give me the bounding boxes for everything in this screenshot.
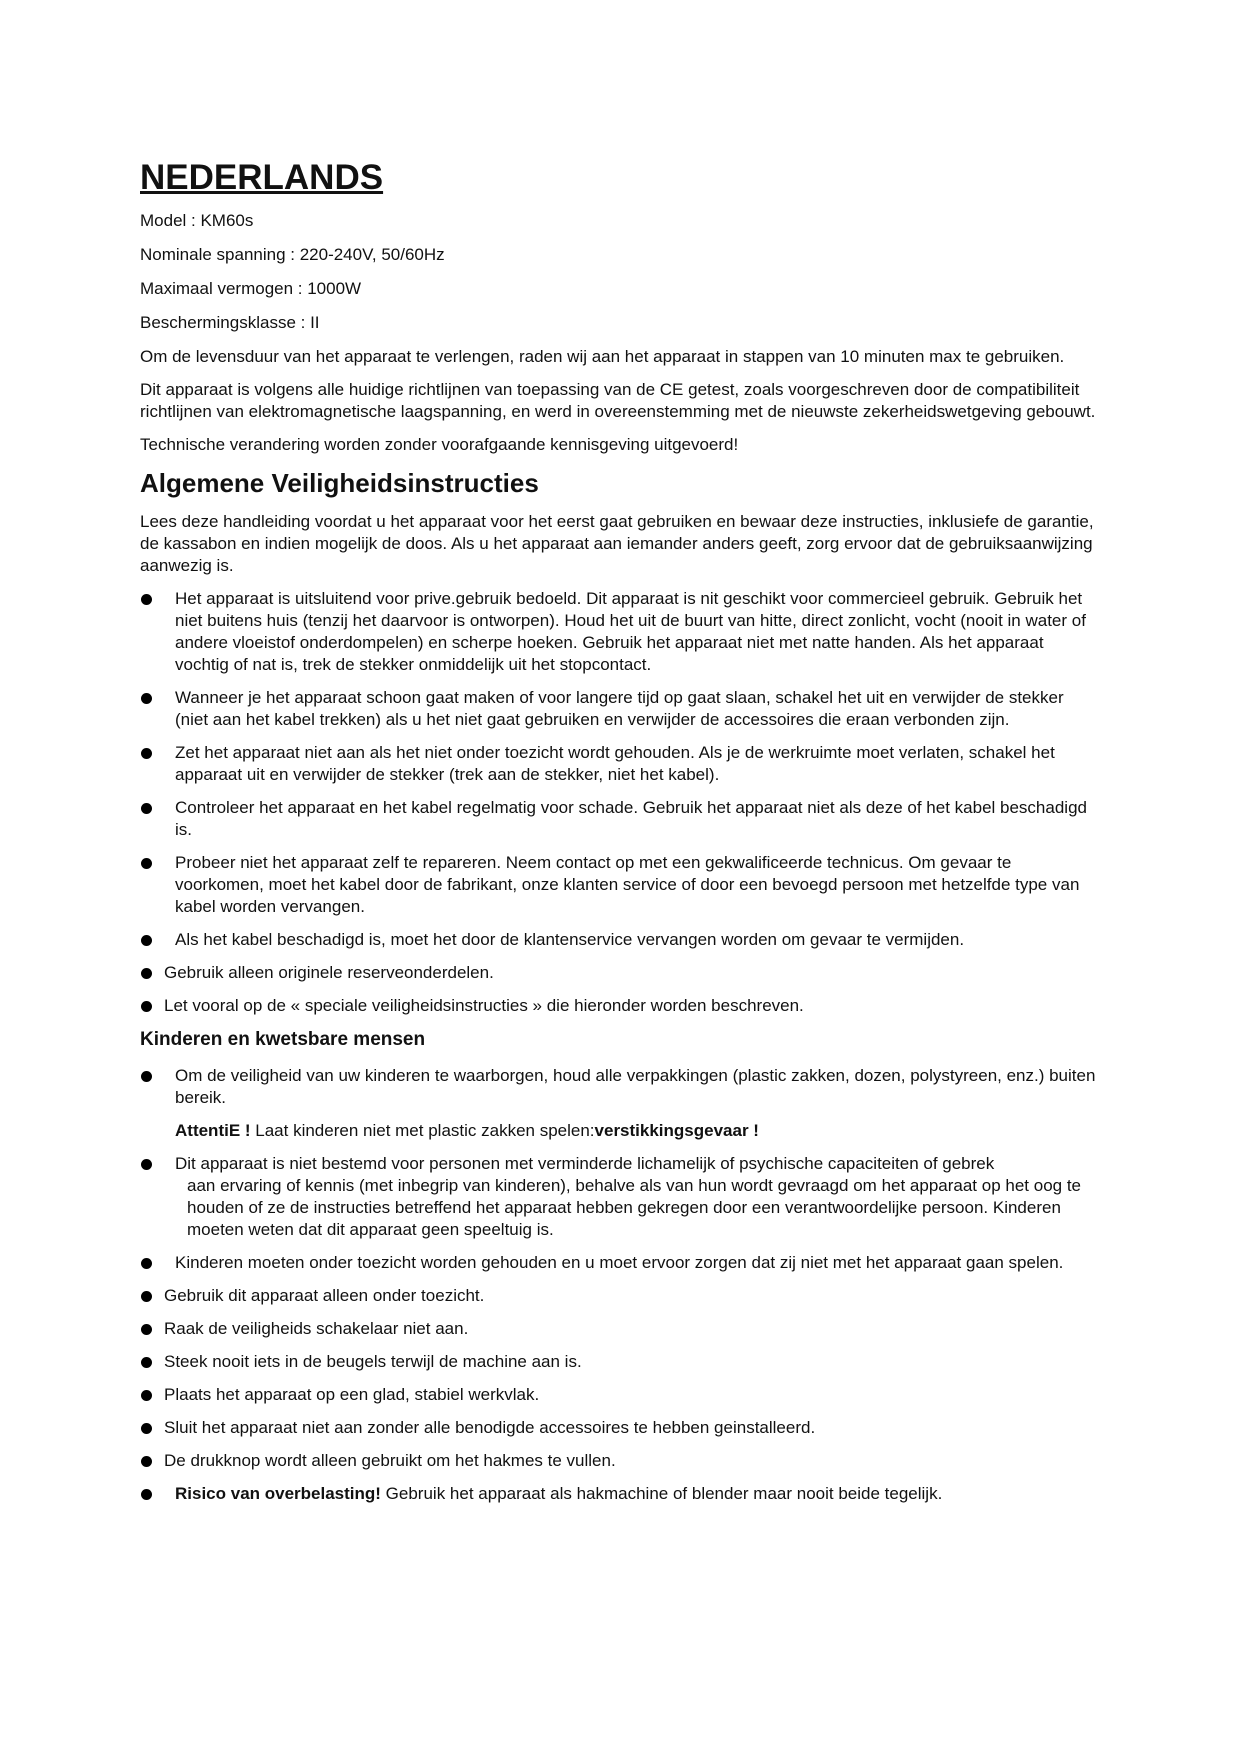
intro-paragraph: Om de levensduur van het apparaat te verlengen, raden wij aan het apparaat in stappen van 10 minuten max te gebruiken. bbox=[140, 347, 1065, 366]
safety-list bbox=[140, 588, 1100, 1017]
bullet-icon bbox=[141, 858, 152, 869]
list-item: Probeer niet het apparaat zelf te repareren. Neem contact op met een gekwalificeerde technicus. Om gevaar te voorkomen, moet het kabel door de fabrikant, onze klanten service of door een bevoegd persoon met hetzelfde type van kabel worden vervangen. bbox=[140, 852, 1100, 918]
document-page bbox=[140, 158, 1100, 1516]
bullet-icon bbox=[141, 968, 152, 979]
list-item: Dit apparaat is niet bestemd voor personen met verminderde lichamelijk of psychische capaciteiten of gebrek aan ervaring of kennis (met inbegrip van kinderen), behalve als van hun wordt gevraagd om het apparaat op het oog te houden of ze de instructies betreffend het apparaat hebben gekregen door een verantwoordelijke persoon. Kinderen moeten weten dat dit apparaat geen speeltuig is. bbox=[140, 1153, 1100, 1241]
list-item: Zet het apparaat niet aan als het niet onder toezicht wordt gehouden. Als je de werkruimte moet verlaten, schakel het apparaat uit en verwijder de stekker (trek aan de stekker, niet het kabel). bbox=[140, 742, 1100, 786]
bullet-icon bbox=[141, 1071, 152, 1082]
bullet-icon bbox=[141, 1159, 152, 1170]
bullet-icon bbox=[141, 1390, 152, 1401]
page-title: NEDERLANDS bbox=[140, 158, 384, 197]
bullet-icon bbox=[141, 693, 152, 704]
bullet-icon bbox=[141, 1291, 152, 1302]
overload-warning: Risico van overbelasting! bbox=[175, 1484, 381, 1503]
list-item: Gebruik alleen originele reserveonderdelen. bbox=[140, 962, 1100, 984]
children-heading: Kinderen en kwetsbare mensen bbox=[140, 1029, 426, 1050]
list-item: Let vooral op de « speciale veiligheidsinstructies » die hieronder worden beschreven. bbox=[140, 995, 1100, 1017]
bullet-icon bbox=[141, 1324, 152, 1335]
spec-power: Maximaal vermogen : 1000W bbox=[140, 279, 362, 298]
list-item: Plaats het apparaat op een glad, stabiel werkvlak. bbox=[140, 1384, 1100, 1406]
intro-paragraph: Technische verandering worden zonder voorafgaande kennisgeving uitgevoerd! bbox=[140, 435, 739, 454]
list-item: Wanneer je het apparaat schoon gaat maken of voor langere tijd op gaat slaan, schakel het uit en verwijder de stekker (niet aan het kabel trekken) als u het niet gaat gebruiken en verwijder de accessoires die eraan verbonden zijn. bbox=[140, 687, 1100, 731]
list-item: Om de veiligheid van uw kinderen te waarborgen, houd alle verpakkingen (plastic zakken, dozen, polystyreen, enz.) buiten bereik. bbox=[140, 1065, 1100, 1109]
list-item: De drukknop wordt alleen gebruikt om het hakmes te vullen. bbox=[140, 1450, 1100, 1472]
list-item: Controleer het apparaat en het kabel regelmatig voor schade. Gebruik het apparaat niet als deze of het kabel beschadigd is. bbox=[140, 797, 1100, 841]
bullet-icon bbox=[141, 1258, 152, 1269]
suffocation-warning: verstikkingsgevaar ! bbox=[594, 1121, 759, 1140]
intro-paragraph: Dit apparaat is volgens alle huidige richtlijnen van toepassing van de CE getest, zoals voorgeschreven door de compatibiliteit richtlijnen van elektromagnetische laagspanning, en werd in overeenstemming met de nieuwste zekerheidswetgeving gebouwt. bbox=[140, 380, 1096, 421]
safety-heading: Algemene Veiligheidsinstructies bbox=[140, 468, 539, 498]
safety-intro: Lees deze handleiding voordat u het apparaat voor het eerst gaat gebruiken en bewaar deze instructies, inklusiefe de garantie, de kassabon en indien mogelijk de doos. Als u het apparaat aan iemander anders geeft, zorg ervoor dat de gebruiksaanwijzing aanwezig is. bbox=[140, 512, 1094, 575]
warning-label: AttentiE ! bbox=[175, 1121, 251, 1140]
list-item: Raak de veiligheids schakelaar niet aan. bbox=[140, 1318, 1100, 1340]
children-list-continued bbox=[140, 1153, 1100, 1505]
spec-protection-class: Beschermingsklasse : II bbox=[140, 313, 320, 332]
bullet-icon bbox=[141, 1489, 152, 1500]
bullet-icon bbox=[141, 594, 152, 605]
bullet-icon bbox=[141, 1456, 152, 1467]
bullet-icon bbox=[141, 935, 152, 946]
bullet-icon bbox=[141, 1423, 152, 1434]
bullet-icon bbox=[141, 1001, 152, 1012]
children-list bbox=[140, 1065, 1100, 1109]
spec-model: Model : KM60s bbox=[140, 211, 254, 230]
bullet-icon bbox=[141, 803, 152, 814]
bullet-icon bbox=[141, 1357, 152, 1368]
bullet-icon bbox=[141, 748, 152, 759]
warning-note: AttentiE ! Laat kinderen niet met plastic zakken spelen:verstikkingsgevaar ! bbox=[175, 1121, 759, 1140]
list-item: Risico van overbelasting! Gebruik het apparaat als hakmachine of blender maar nooit beide tegelijk. bbox=[140, 1483, 1100, 1505]
list-item: Steek nooit iets in de beugels terwijl de machine aan is. bbox=[140, 1351, 1100, 1373]
list-item: Als het kabel beschadigd is, moet het door de klantenservice vervangen worden om gevaar te vermijden. bbox=[140, 929, 1100, 951]
spec-voltage: Nominale spanning : 220-240V, 50/60Hz bbox=[140, 245, 445, 264]
list-item: Kinderen moeten onder toezicht worden gehouden en u moet ervoor zorgen dat zij niet met het apparaat gaan spelen. bbox=[140, 1252, 1100, 1274]
list-item: Gebruik dit apparaat alleen onder toezicht. bbox=[140, 1285, 1100, 1307]
list-item: Sluit het apparaat niet aan zonder alle benodigde accessoires te hebben geinstalleerd. bbox=[140, 1417, 1100, 1439]
list-item: Het apparaat is uitsluitend voor prive.gebruik bedoeld. Dit apparaat is nit geschikt voor commercieel gebruik. Gebruik het niet buitens huis (tenzij het daarvoor is ontworpen). Houd het uit de buurt van hitte, direct zonlicht, vocht (nooit in water of andere vloeistof onderdompelen) en scherpe hoeken. Gebruik het apparaat niet met natte handen. Als het apparaat vochtig of nat is, trek de stekker onmiddelijk uit het stopcontact. bbox=[140, 588, 1100, 676]
